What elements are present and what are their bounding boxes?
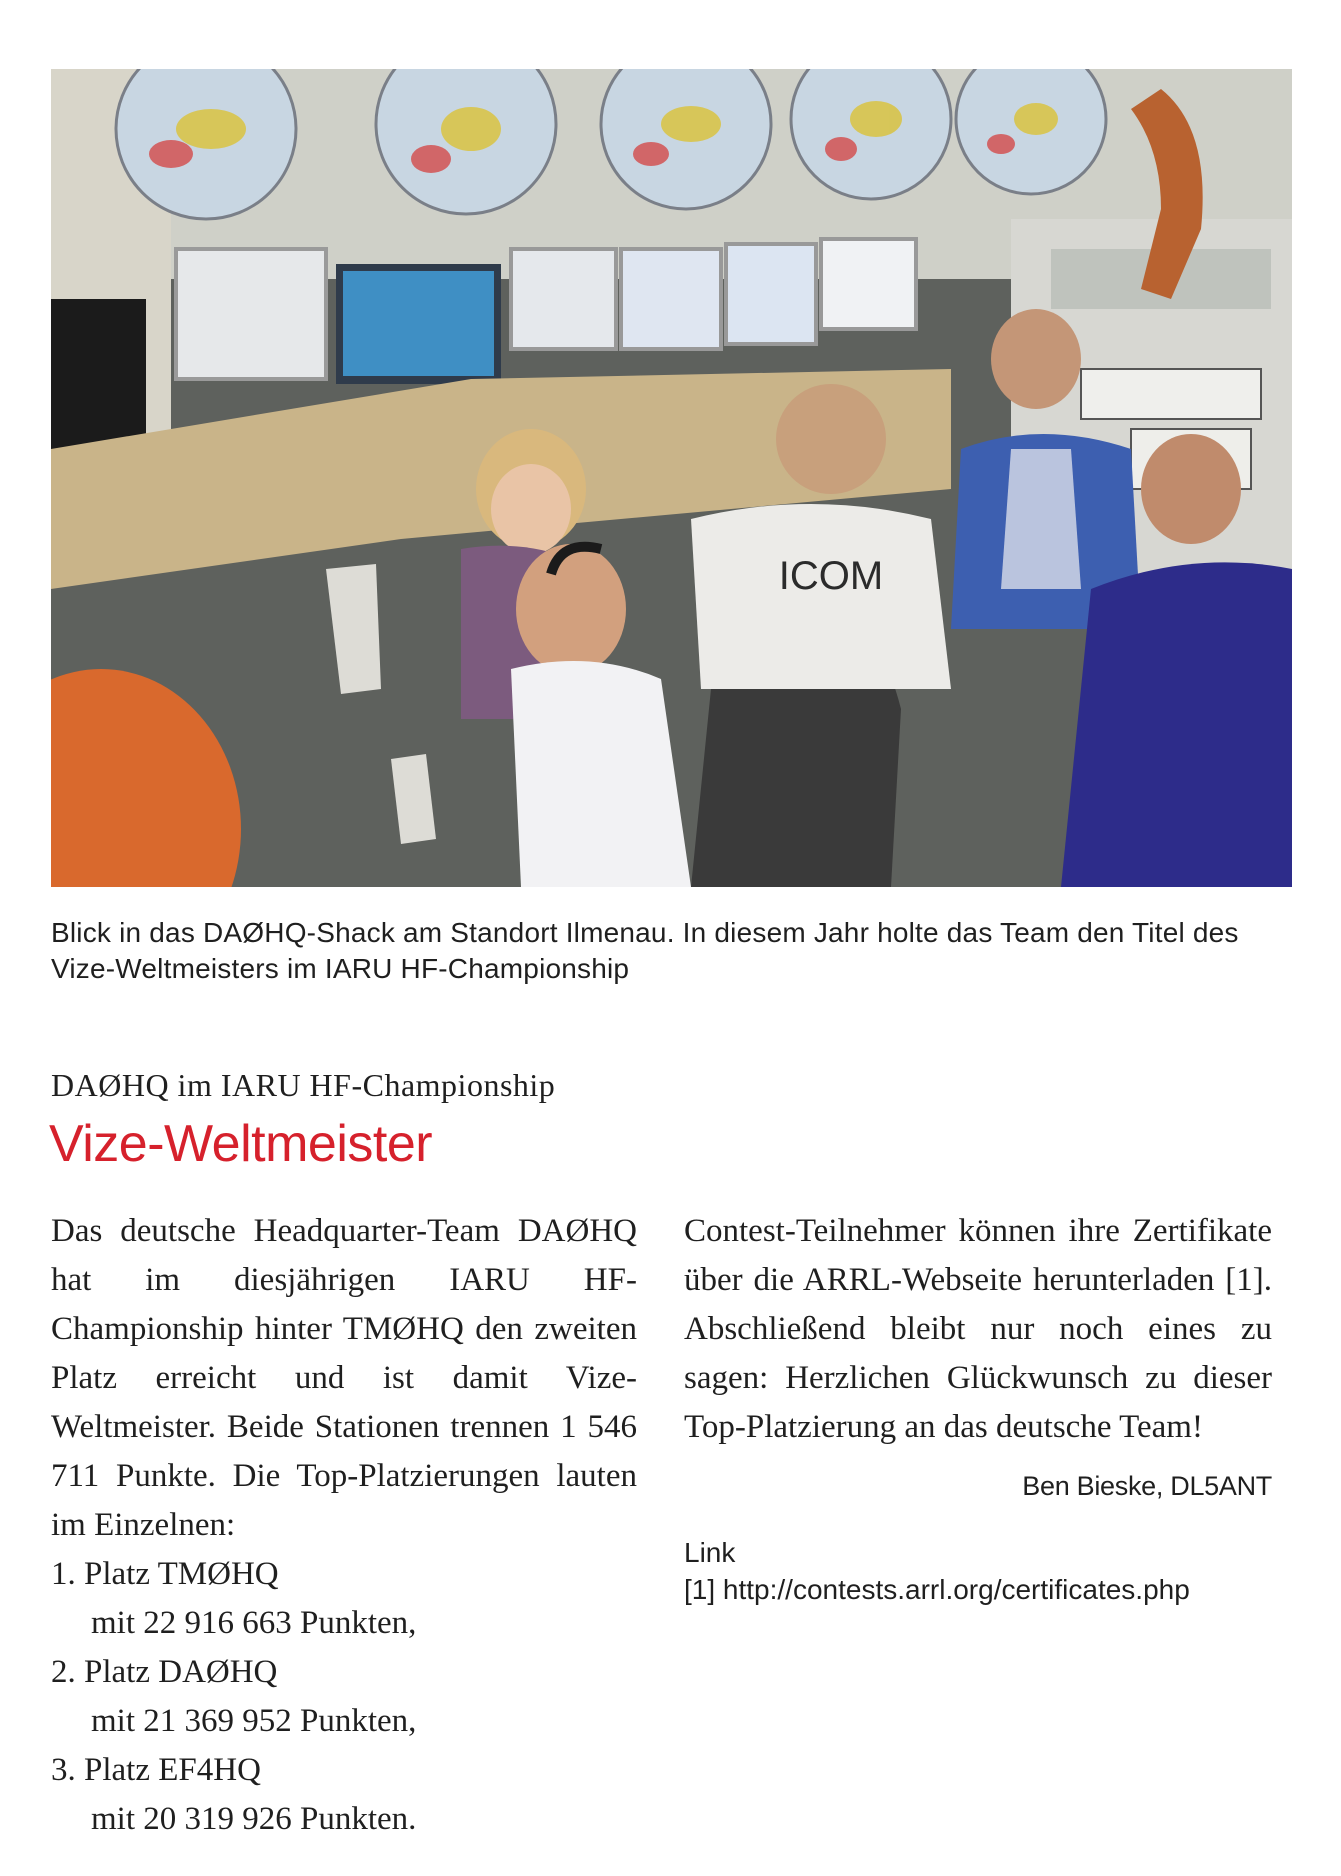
column-right	[684, 1207, 1272, 1608]
reference-link[interactable]: [1] http://contests.arrl.org/certificates.php	[684, 1574, 1190, 1605]
ranking-item	[51, 1746, 637, 1844]
ranking-points: mit 22 916 663 Punkten,	[91, 1605, 417, 1641]
link-heading: Link	[684, 1537, 736, 1568]
article-headline: Vize-Weltmeister	[49, 1115, 433, 1173]
ranking-place: 2. Platz DAØHQ	[51, 1654, 278, 1690]
ranking-item	[51, 1550, 637, 1648]
ranking-place: 3. Platz EF4HQ	[51, 1752, 261, 1788]
column-left	[51, 1207, 637, 1844]
article-author: Ben Bieske, DL5ANT	[1022, 1471, 1272, 1501]
ranking-list	[51, 1550, 637, 1844]
link-section	[684, 1534, 1272, 1608]
closing-paragraph: Contest-Teilnehmer können ihre Zertifikate über die ARRL-Webseite herunterladen [1]. Abschließend bleibt nur noch eines zu sagen: Herzlichen Glückwunsch zu dieser Top-Platzierung an das deutsche Team!	[684, 1213, 1272, 1445]
ranking-place: 1. Platz TMØHQ	[51, 1556, 279, 1592]
photo-caption: Blick in das DAØHQ-Shack am Standort Ilmenau. In diesem Jahr holte das Team den Titel des Vize-Weltmeisters im IARU HF-Championship	[51, 917, 1239, 984]
photo-radio-shack	[51, 69, 1292, 887]
ranking-points: mit 21 369 952 Punkten,	[91, 1703, 417, 1739]
ranking-points: mit 20 319 926 Punkten.	[91, 1801, 417, 1837]
article-photo	[51, 69, 1292, 887]
shirt-logo-text: ICOM	[778, 554, 884, 598]
ranking-item	[51, 1648, 637, 1746]
intro-paragraph: Das deutsche Headquarter-Team DAØHQ hat im diesjährigen IARU HF-Championship hinter TMØHQ den zweiten Platz erreicht und ist damit Vize-Weltmeister. Beide Stationen trennen 1 546 711 Punkte. Die Top-Platzierungen lauten im Einzelnen:	[51, 1213, 637, 1543]
article-kicker: DAØHQ im IARU HF-Championship	[51, 1067, 556, 1103]
